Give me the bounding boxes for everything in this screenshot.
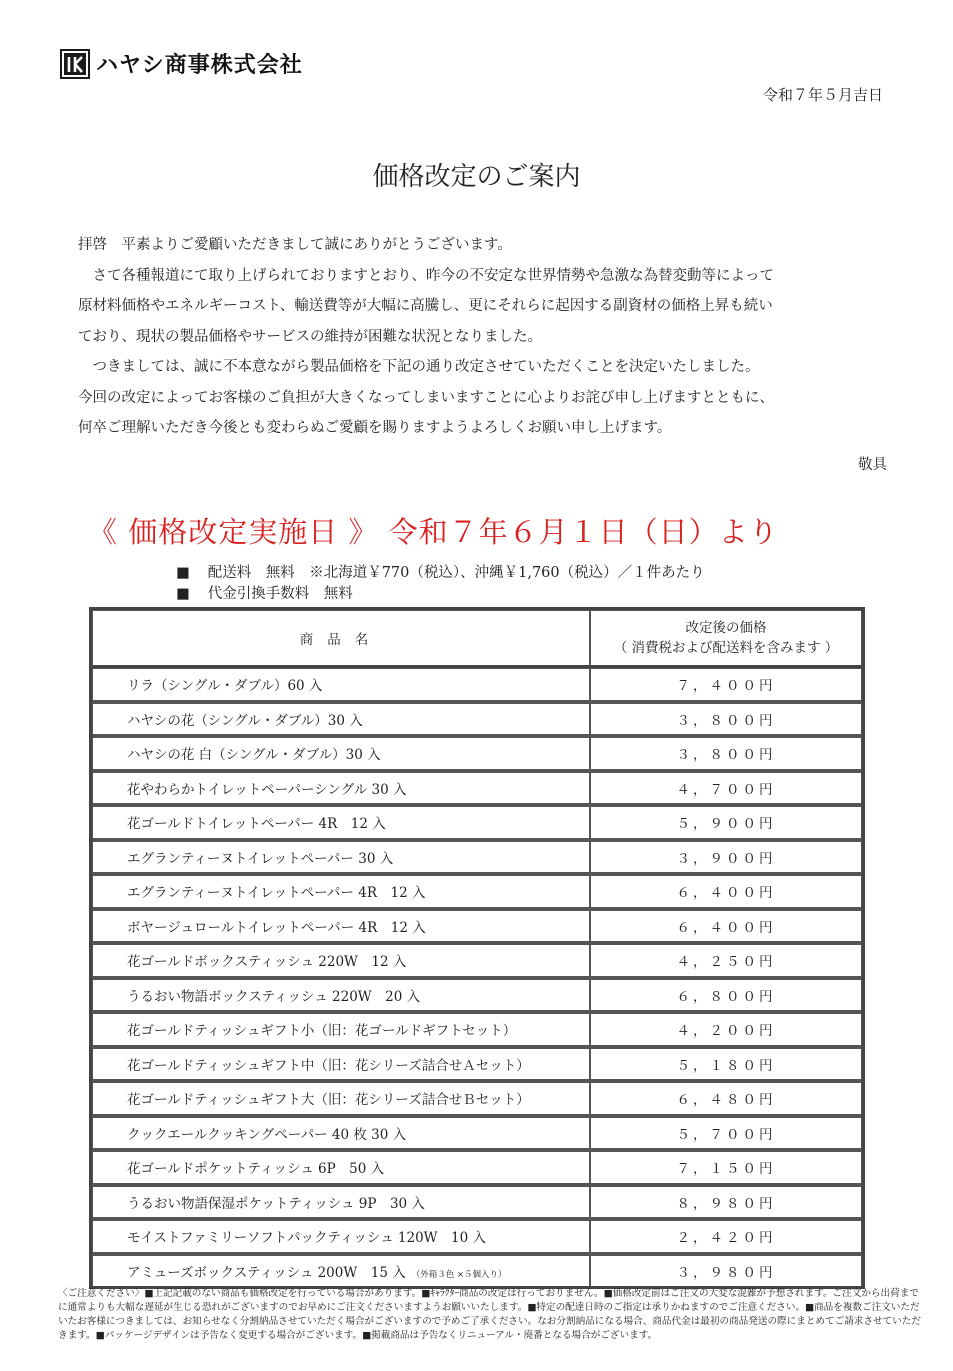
company-logo bbox=[60, 48, 303, 79]
table-row bbox=[92, 841, 862, 876]
product-name: クックエールクッキングペーパー 40 枚 30 入 bbox=[127, 1126, 407, 1143]
body-line: ており、現状の製品価格やサービスの維持が困難な状況となりました。 bbox=[78, 328, 542, 345]
delivery-notes bbox=[176, 563, 705, 605]
table-row bbox=[92, 1186, 862, 1221]
product-name-cell bbox=[92, 1255, 590, 1287]
product-name-cell bbox=[92, 979, 590, 1014]
body-line: 原材料価格やエネルギーコスト、輸送費等が大幅に高騰し、更にそれらに起因する副資材の価格上昇も続い bbox=[78, 298, 773, 314]
product-name-cell bbox=[92, 772, 590, 807]
product-name: アミューズボックスティッシュ 200W 15 入 bbox=[127, 1264, 406, 1281]
product-price: ７，１５０円 bbox=[590, 1151, 862, 1186]
product-name: 花ゴールドボックスティッシュ 220W 12 入 bbox=[127, 954, 407, 971]
product-name: モイストファミリーソフトパックティッシュ 120W 10 入 bbox=[127, 1230, 487, 1247]
product-note: （外箱３色 ×５個入り） bbox=[411, 1269, 507, 1280]
header-product-name: 商品名 bbox=[92, 610, 590, 668]
product-name: うるおい物語保湿ポケットティッシュ 9P 30 入 bbox=[127, 1195, 425, 1212]
table-row bbox=[92, 1117, 862, 1152]
product-price: ４，７００円 bbox=[590, 772, 862, 807]
table-row bbox=[92, 668, 862, 703]
product-price: ５，１８０円 bbox=[590, 1048, 862, 1083]
header-price-subtitle: （ 消費税および配送料を含みます ） bbox=[613, 640, 839, 656]
table-row bbox=[92, 910, 862, 945]
product-name-cell bbox=[92, 910, 590, 945]
body-line: 今回の改定によってお客様のご負担が大きくなってしまいますことに心よりお詫び申し上げますとともに、 bbox=[78, 389, 774, 406]
table-row bbox=[92, 1151, 862, 1186]
product-name-cell bbox=[92, 944, 590, 979]
product-name-cell bbox=[92, 1082, 590, 1117]
letter-closing: 敬具 bbox=[858, 457, 887, 473]
table-row bbox=[92, 1082, 862, 1117]
product-name: ハヤシの花（シングル・ダブル）30 入 bbox=[127, 712, 363, 729]
product-price: ３，９００円 bbox=[590, 841, 862, 876]
product-name-cell bbox=[92, 1151, 590, 1186]
footer-notice: 〈ご注意ください〉■上記記載のない商品も価格改定を行っている場合があります。■ｷｬﾗｸﾀｰ商品の改定は行っておりません。■価格改定前はご注文の大変な混雑が予想されます。ご注文から出荷までに通常よりも大幅な遅延が生じる恐れがございますのでお早めにご注文くださいますようお願いいたします。■特定の配達日時のご指定は承りかねますのでご注意ください。■商品を複数ご注文いただいたお客様につきましては、お知らせなく分割納品させていただく場合がございますので予めご了承ください。なお分割納品になる場合、商品代金は最初の商品発送の際にまとめてご請求させていただきます。■パッケージデザインは予告なく変更する場合がございます。■掲載商品は予告なくリニューアル・廃番となる場合がございます。 bbox=[58, 1288, 921, 1341]
product-price: ４，２００円 bbox=[590, 1013, 862, 1048]
body-line: 拝啓 平素よりご愛顧いただきまして誠にありがとうございます。 bbox=[78, 237, 512, 253]
product-name: エグランティーヌトイレットペーパー 30 入 bbox=[127, 850, 394, 867]
product-price: ５，７００円 bbox=[590, 1117, 862, 1152]
product-price: ６，４００円 bbox=[590, 910, 862, 945]
header-price bbox=[590, 610, 862, 668]
product-price: ８，９８０円 bbox=[590, 1186, 862, 1221]
product-name: 花ゴールドティッシュギフト大（旧：花シリーズ詰合せＢセット） bbox=[127, 1092, 530, 1109]
table-row bbox=[92, 806, 862, 841]
product-name-cell bbox=[92, 737, 590, 772]
product-price: ５，９００円 bbox=[590, 806, 862, 841]
body-line: さて各種報道にて取り上げられておりますとおり、昨今の不安定な世界情勢や急激な為替変動等によって bbox=[78, 267, 774, 284]
product-name: 花ゴールドティッシュギフト小（旧：花ゴールドギフトセット） bbox=[127, 1023, 517, 1040]
product-name: 花ゴールドティッシュギフト中（旧：花シリーズ詰合せＡセット） bbox=[127, 1057, 530, 1074]
note-text: 代金引換手数料 無料 bbox=[207, 586, 353, 602]
product-price: ４，２５０円 bbox=[590, 944, 862, 979]
table-row bbox=[92, 737, 862, 772]
table-row bbox=[92, 1048, 862, 1083]
product-price: ６，４００円 bbox=[590, 875, 862, 910]
header-price-title: 改定後の価格 bbox=[685, 620, 767, 636]
company-name: ハヤシ商事株式会社 bbox=[96, 53, 303, 78]
product-price: ２，４２０円 bbox=[590, 1220, 862, 1255]
table-row bbox=[92, 1013, 862, 1048]
product-name: 花やわらかトイレットペーパーシングル 30 入 bbox=[127, 781, 407, 798]
table-row bbox=[92, 1220, 862, 1255]
effective-date-heading: 《 価格改定実施日 》 令和７年６月１日（日）より bbox=[88, 515, 779, 549]
company-mark-icon bbox=[60, 49, 90, 79]
note-item bbox=[176, 584, 705, 605]
product-name: ボヤージュロールトイレットペーパー 4R 12 入 bbox=[127, 919, 426, 936]
product-name-cell bbox=[92, 841, 590, 876]
product-name: うるおい物語ボックスティッシュ 220W 20 入 bbox=[127, 988, 421, 1005]
table-row bbox=[92, 979, 862, 1014]
product-name-cell bbox=[92, 668, 590, 703]
document-date: 令和７年５月吉日 bbox=[762, 86, 883, 104]
note-text: 配送料 無料 ※北海道￥770（税込）、沖縄￥1,760（税込）／１件あたり bbox=[207, 565, 705, 581]
product-name: エグランティーヌトイレットペーパー 4R 12 入 bbox=[127, 885, 426, 902]
price-table bbox=[89, 607, 865, 1289]
body-line: つきましては、誠に不本意ながら製品価格を下記の通り改定させていただくことを決定いたしました。 bbox=[78, 359, 760, 375]
product-name-cell bbox=[92, 1013, 590, 1048]
letter-body bbox=[78, 230, 890, 444]
table-row bbox=[92, 944, 862, 979]
note-item bbox=[176, 563, 705, 584]
product-price: ６，８００円 bbox=[590, 979, 862, 1014]
table-row bbox=[92, 772, 862, 807]
product-name: リラ（シングル・ダブル）60 入 bbox=[127, 678, 323, 695]
square-bullet-icon: ■ bbox=[176, 565, 190, 581]
product-name: 花ゴールドトイレットペーパー 4R 12 入 bbox=[127, 816, 386, 833]
product-name: ハヤシの花 白（シングル・ダブル）30 入 bbox=[127, 747, 381, 764]
product-name-cell bbox=[92, 806, 590, 841]
table-header-row bbox=[92, 610, 862, 668]
product-name-cell bbox=[92, 1048, 590, 1083]
product-price: ３，８００円 bbox=[590, 737, 862, 772]
product-price: ６，４８０円 bbox=[590, 1082, 862, 1117]
product-name-cell bbox=[92, 1117, 590, 1152]
product-price: ７，４００円 bbox=[590, 668, 862, 703]
product-name-cell bbox=[92, 703, 590, 738]
product-name: 花ゴールドポケットティッシュ 6P 50 入 bbox=[127, 1161, 385, 1178]
document-title: 価格改定のご案内 bbox=[372, 162, 581, 192]
body-line: 何卒ご理解いただき今後とも変わらぬご愛顧を賜りますようよろしくお願い申し上げます。 bbox=[78, 420, 672, 436]
square-bullet-icon: ■ bbox=[176, 586, 190, 602]
product-name-cell bbox=[92, 875, 590, 910]
product-price: ３，９８０円 bbox=[590, 1255, 862, 1287]
table-row bbox=[92, 703, 862, 738]
table-row bbox=[92, 1255, 862, 1287]
product-name-cell bbox=[92, 1186, 590, 1221]
product-price: ３，８００円 bbox=[590, 703, 862, 738]
table-row bbox=[92, 875, 862, 910]
product-name-cell bbox=[92, 1220, 590, 1255]
